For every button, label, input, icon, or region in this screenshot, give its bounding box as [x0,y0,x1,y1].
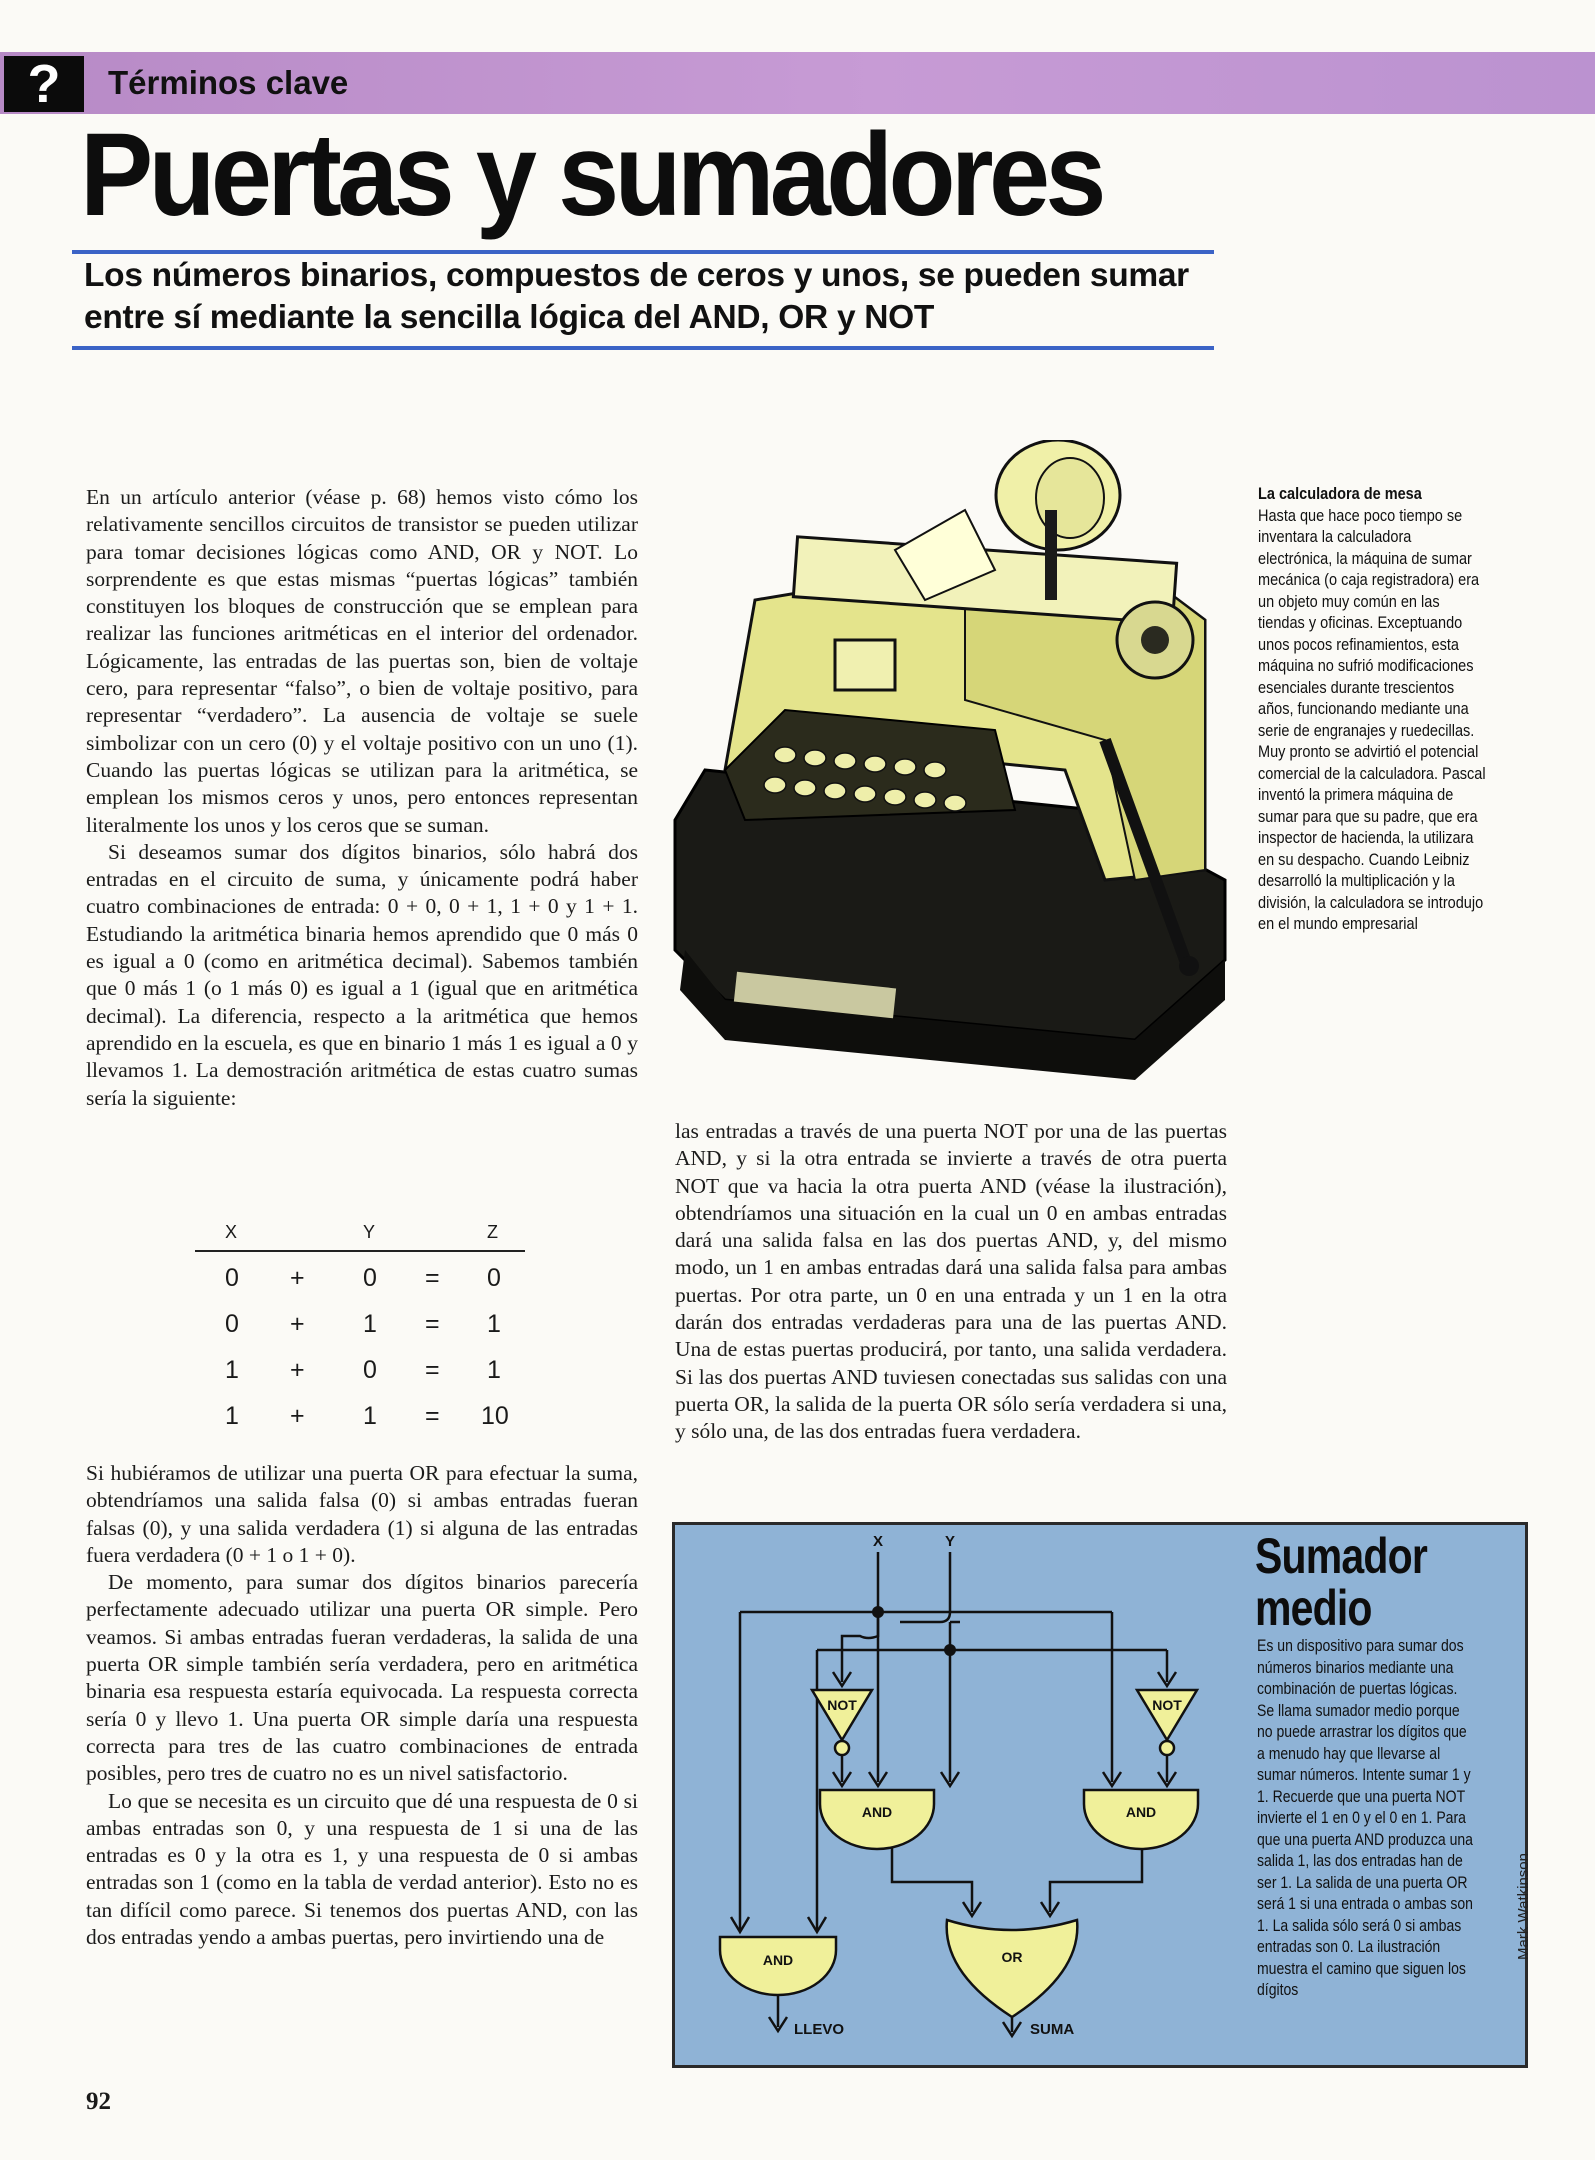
header-z: Z [487,1222,498,1242]
half-adder-description: Es un dispositivo para sumar dos números binarios mediante una combinación de puertas lógicas. Se llama sumador medio porque no puede arrastrar los dígitos que a menudo hay que llevarse al sumar números. Intente sumar 1 y 1. Recuerde que una puerta NOT invierte el 1 en 0 y el 0 en 1. Para que una puerta AND produzca una salida 1, las dos entradas han de ser 1. La salida de una puerta OR será 1 si una entrada o ambas son 1. La salida sólo será 0 si ambas entradas son 0. La ilustración muestra el camino que siguen los dígitos [1257,1637,1473,1999]
truth-table [195,1220,525,1436]
paragraph: En un artículo anterior (véase p. 68) hemos visto cómo los relativamente sencillos circuitos de transistor se pueden utilizar para tomar decisiones lógicas como AND, OR y NOT. Lo sorprendente es que estas mismas “puertas lógicas” también constituyen los bloques de construcción que se emplean para realizar las funciones aritméticas en el interior del ordenador. Lógicamente, las entradas de las puertas son, bien de voltaje cero, para representar “falso”, o bien de voltaje positivo, para representar “verdadero”. La ausencia de voltaje se suele simbolizar con un cero (0) y el voltaje positivo con un uno (1). Cuando las puertas lógicas se utilizan para la aritmética, se emplean los mismos ceros y unos, pero entonces representan literalmente los unos y los ceros que se suman. [86,485,638,837]
and-gate-1-label: AND [861,1804,893,1820]
column-1-bottom [86,1460,638,1951]
input-y-label: Y [944,1533,956,1550]
and-gate-3-label: AND [762,1952,794,1968]
paragraph: Lo que se necesita es un circuito que dé una respuesta de 0 si ambas entradas son 0, y una respuesta de 1 si una de las entradas es 0 y la otra es 1, y una respuesta de 0 si ambas entradas son 1 (como en la tabla de verdad anterior). Esto no es tan difícil como parece. Si tenemos dos puertas AND, con las dos entradas yendo a ambas puertas, pero invirtiendo una de [86,1788,638,1950]
page-number: 92 [86,2088,111,2115]
input-x-label: X [872,1533,884,1550]
not-gate-1-label: NOT [827,1697,857,1713]
question-badge: ? [4,56,84,112]
caption-text: Hasta que hace poco tiempo se inventara la calculadora electrónica, la máquina de sumar mecánica (o caja registradora) era un objeto muy común en las tiendas y oficinas. Exceptuando unos pocos refinamientos, esta máquina no sufrió modificaciones esenciales durante trescientos años, funcionando mediante una serie de engranajes y ruedecillas. Muy pronto se advirtió el potencial comercial de la calculadora. Pascal inventó la primera máquina de sumar para que su padre, que era inspector de hacienda, la utilizara en su despacho. Cuando Leibniz desarrolló la multiplicación y la división, la calculadora se introdujo en el mundo empresarial [1258,506,1486,933]
table-row: 1 + 1 = 10 [225,1402,509,1430]
or-gate-label: OR [1001,1949,1023,1965]
paragraph: Si deseamos sumar dos dígitos binarios, sólo habrá dos entradas en el circuito de suma, y únicamente podrá haber cuatro combinaciones de entrada: 0 + 0, 0 + 1, 1 + 0 y 1 + 1. Estudiando la aritmética binaria hemos aprendido que 0 más 0 es igual a 0 (como en aritmética decimal). Sabemos también que 0 más 1 (o 1 más 0) es igual a 1 (igual que en aritmética decimal). La diferencia, respecto a la aritmética que hemos aprendido en la escuela, es que en binario 1 más 1 es igual a 0 y llevamos 1. La demostración aritmética de estas cuatro sumas sería la siguiente: [86,839,638,1110]
paragraph: las entradas a través de una puerta NOT por una de las puertas AND, y si la otra entrada se invierte a través de otra puerta NOT que va hacia la otra puerta AND (véase la ilustración), obtendríamos una situación en la cual un 0 en ambas entradas dará una salida falsa en las dos puertas AND, y, del mismo modo, un 1 en ambas entradas dará una salida falsa para ambas puertas. Por otra parte, un 0 en una entrada y un 1 en la otra darán dos entradas verdaderas para una de las puertas AND. Una de estas puertas producirá, por tanto, una salida verdadera. Si las dos puertas AND tuviesen conectadas sus salidas con una puerta OR, la salida de la puerta OR sólo sería verdadera si una, y sólo una, de las dos entradas fuera verdadera. [675,1119,1227,1444]
half-adder-diagram [672,1522,1252,2062]
table-row: 0 + 0 = 0 [225,1264,501,1292]
subtitle: Los números binarios, compuestos de ceros y unos, se pueden sumar entre sí mediante la sencilla lógica del AND, OR y NOT [84,257,1189,336]
subtitle-bottom-rule [72,346,1214,350]
table-row: 1 + 0 = 1 [225,1356,501,1384]
carry-output-label: LLEVO [794,2021,845,2038]
table-row: 0 + 1 = 1 [225,1310,501,1338]
page-title: Puertas y sumadores [80,109,1102,241]
header-x: X [225,1222,238,1242]
sum-output-label: SUMA [1030,2021,1075,2038]
calculator-caption [1258,484,1489,936]
not-gate-2-label: NOT [1152,1697,1182,1713]
column-1-top [86,484,638,1112]
caption-title: La calculadora de mesa [1258,485,1422,503]
header-y: Y [363,1222,376,1242]
half-adder-title: Sumador medio [1255,1528,1427,1636]
subtitle-top-rule [72,250,1214,254]
and-gate-2-label: AND [1125,1804,1157,1820]
truth-table-header [195,1220,525,1252]
desk-calculator-illustration [665,440,1245,1080]
column-2 [675,1118,1227,1446]
paragraph: De momento, para sumar dos dígitos binarios parecería perfectamente adecuado utilizar una puerta OR simple. Pero veamos. Si ambas entradas fueran verdaderas, la salida de una puerta OR simple también sería verdadera, pero en aritmética binaria esa respuesta estaría equivocada. La respuesta correcta sería 0 y llevo 1. Una puerta OR simple daría una respuesta correcta para tres de las cuatro combinaciones de entrada posibles, pero tres de cuatro no es un nivel satisfactorio. [86,1570,638,1786]
section-label: Términos clave [108,64,349,101]
paragraph: Si hubiéramos de utilizar una puerta OR para efectuar la suma, obtendríamos una salida falsa (0) si ambas entradas fueran falsas (0), y una salida verdadera (1) si alguna de las entradas fuera verdadera (0 + 1 o 1 + 0). [86,1461,638,1567]
illustration-credit: Mark Watkinson [1515,1853,1532,1960]
